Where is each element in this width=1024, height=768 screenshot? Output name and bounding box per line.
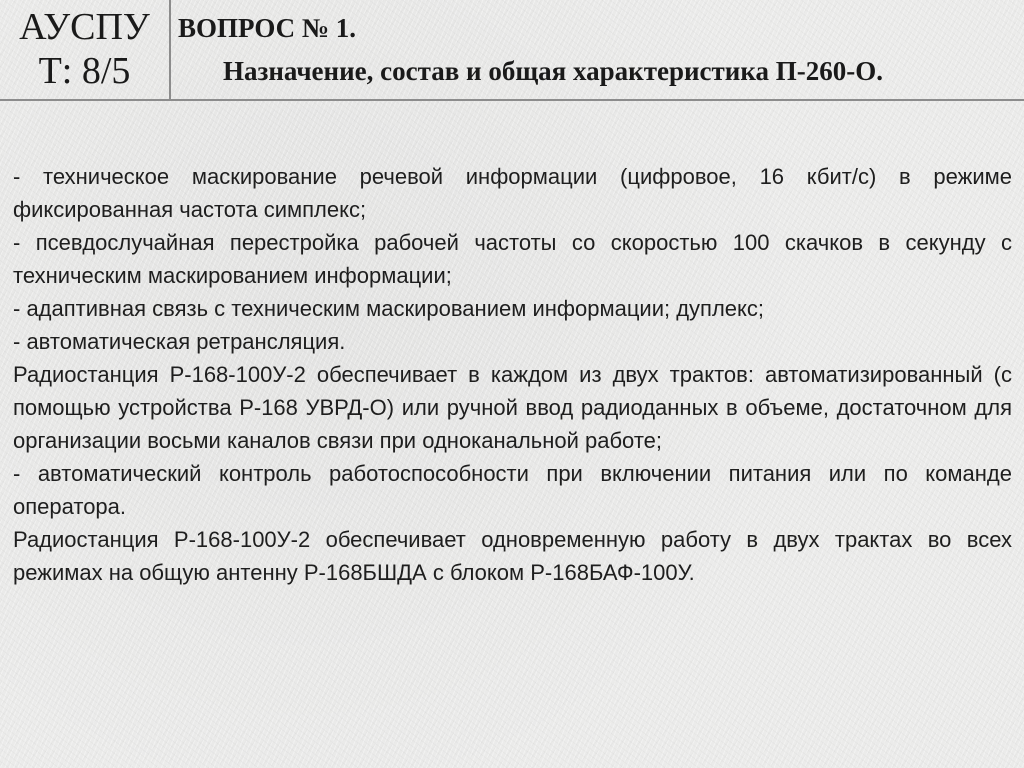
body-paragraph: - автоматическая ретрансляция. [13,329,346,354]
question-title: Назначение, состав и общая характеристика П-260-О. [223,56,883,86]
question-header [171,0,1024,99]
question-number: ВОПРОС № 1. [178,13,357,43]
course-code-box [0,0,171,99]
body-paragraph: Радиостанция Р-168-100У-2 обеспечивает одновременную работу в двух трактах во всех режимах на общую антенну Р-168БШДА с блоком Р-168БАФ-100У. [13,527,1012,585]
slide-header [0,0,1024,101]
topic-number: Т: 8/5 [38,50,131,92]
body-paragraph: - адаптивная связь с техническим маскированием информации; дуплекс; [13,296,765,321]
body-paragraph: Радиостанция Р-168-100У-2 обеспечивает в каждом из двух трактов: автоматизированный (с помощью устройства Р-168 УВРД-О) или ручной ввод радиоданных в объеме, достаточном для организации восьми каналов связи при одноканальной работе; [13,362,1012,453]
body-paragraph: - псевдослучайная перестройка рабочей частоты со скоростью 100 скачков в секунду с техническим маскированием информации; [13,230,1012,288]
course-code: АУСПУ [19,6,150,48]
body-paragraph: - автоматический контроль работоспособности при включении питания или по команде оператора. [13,461,1012,519]
slide-body [13,160,1012,589]
body-paragraph: - техническое маскирование речевой информации (цифровое, 16 кбит/с) в режиме фиксированная частота симплекс; [13,164,1012,222]
